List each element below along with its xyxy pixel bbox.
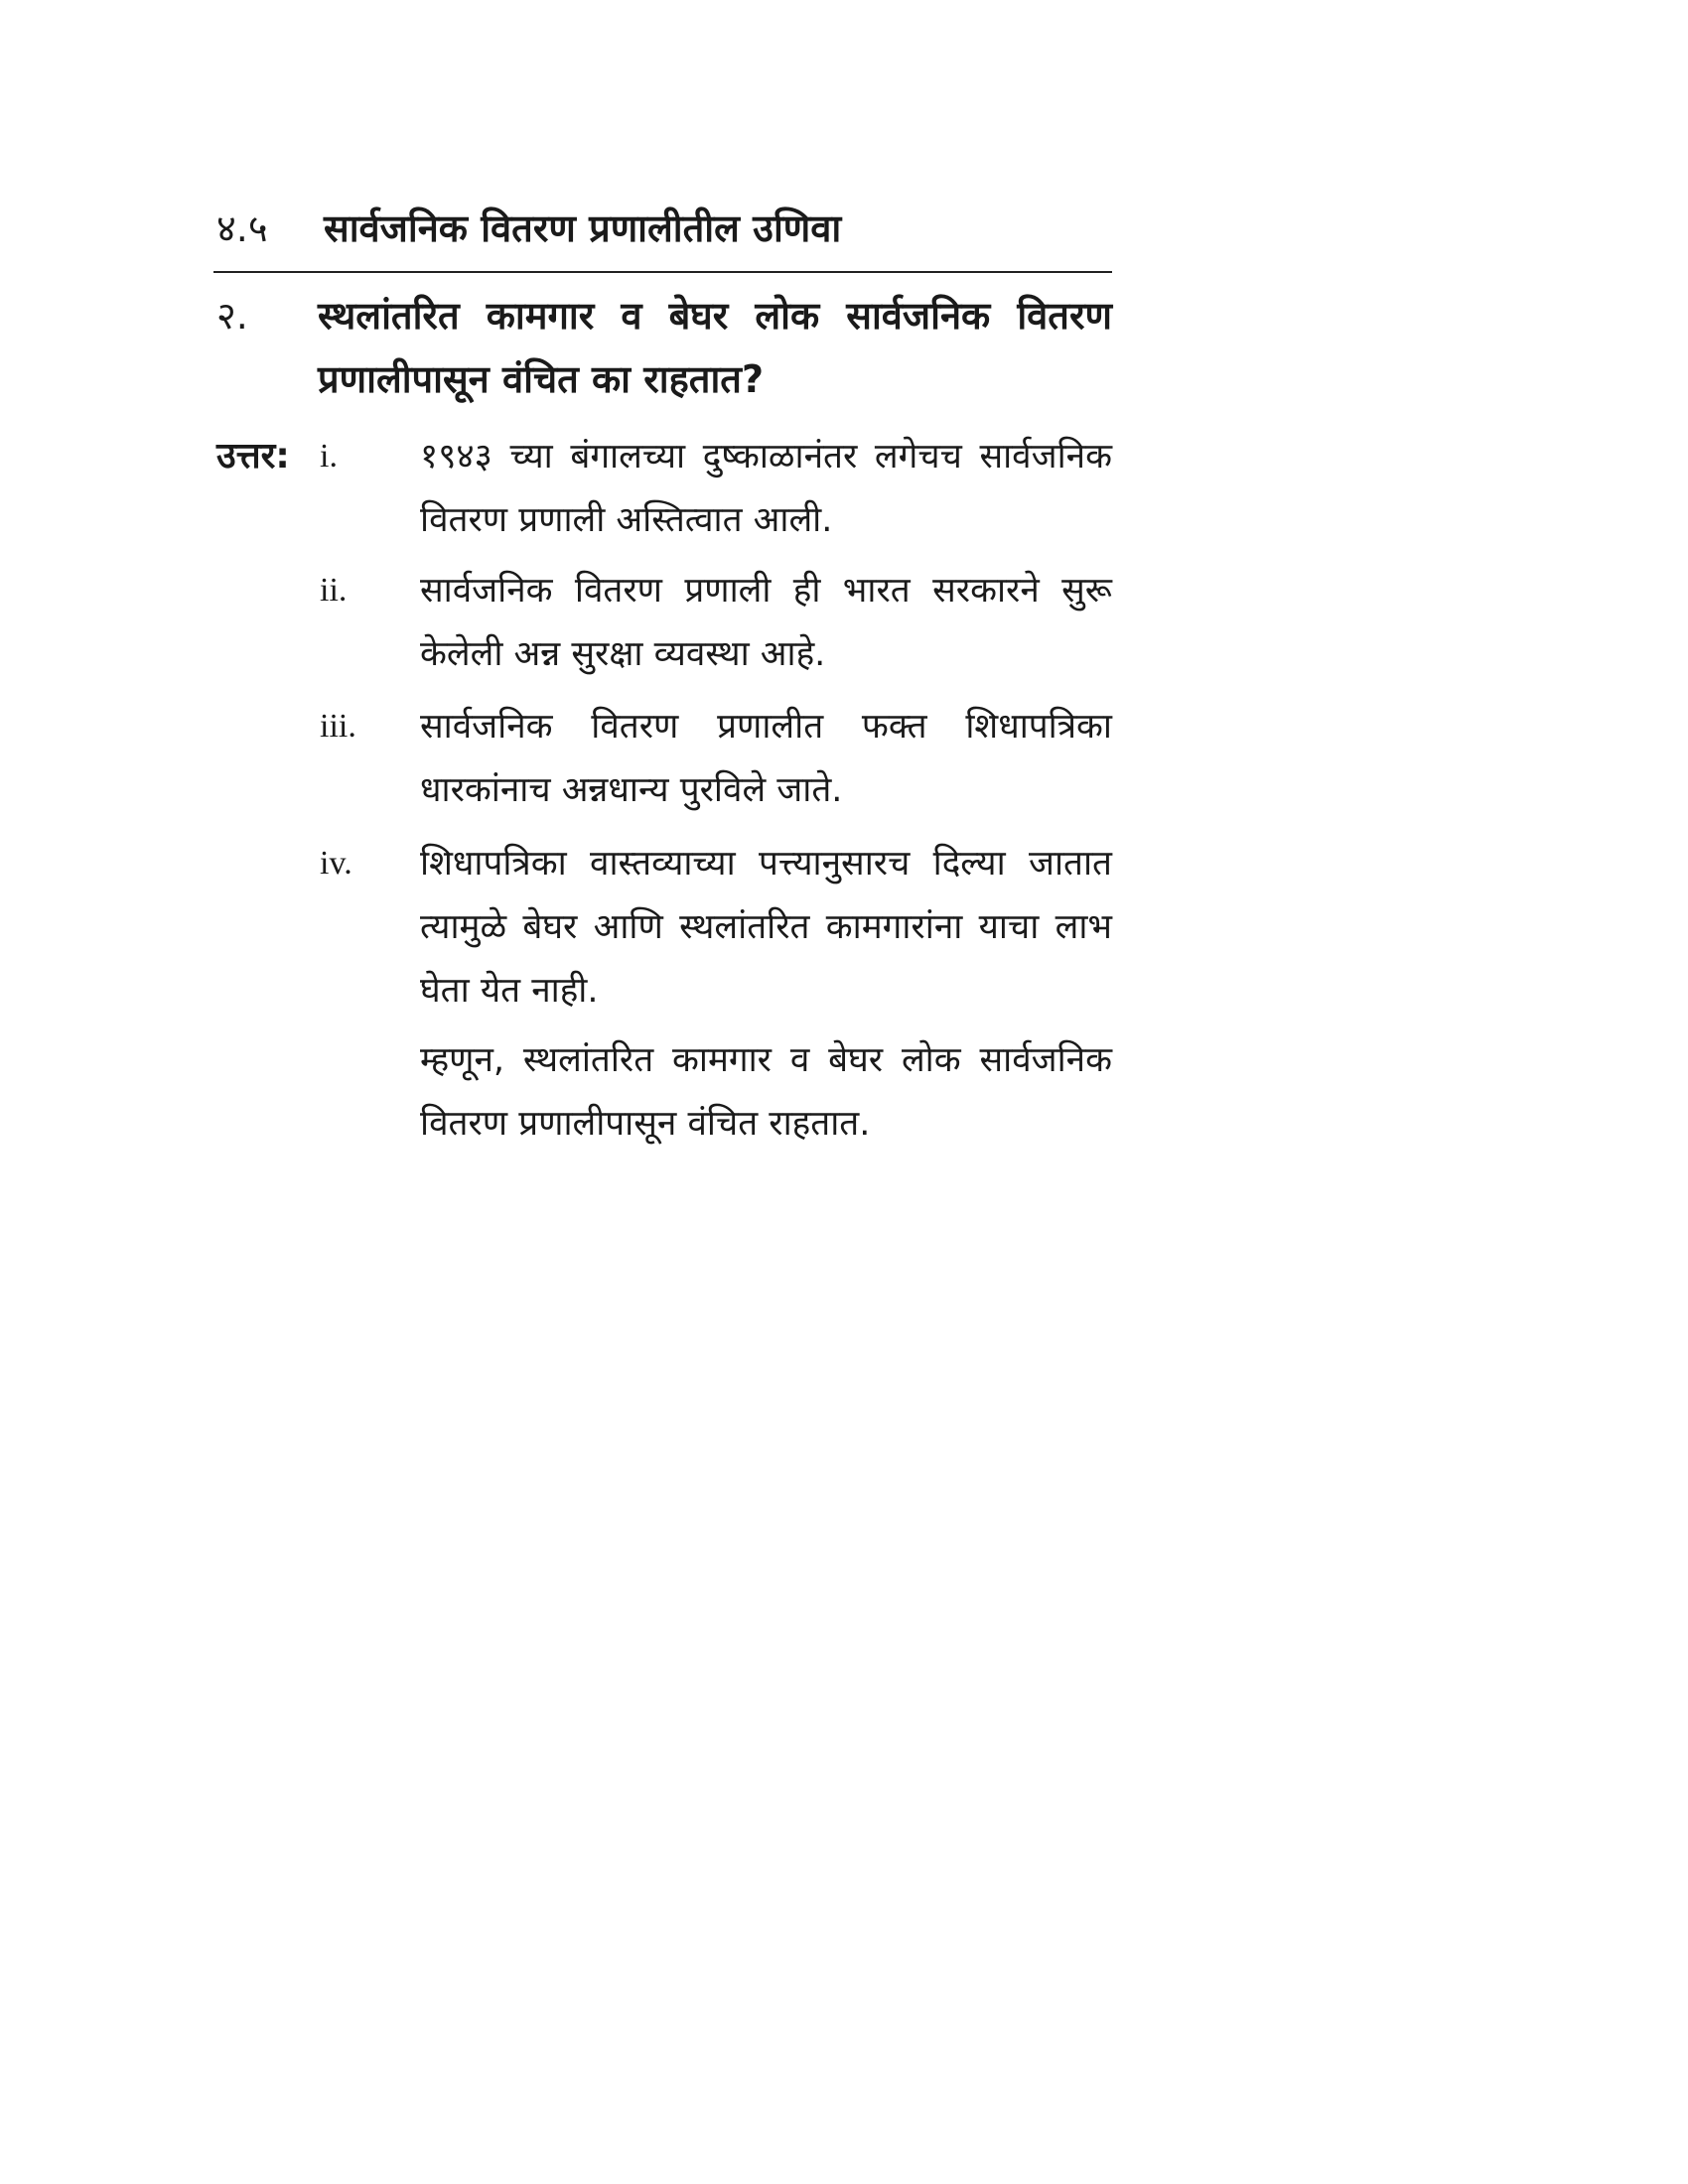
section-title: सार्वजनिक वितरण प्रणालीतील उणिवा bbox=[324, 206, 842, 250]
answer-point-marker: iii. bbox=[320, 708, 356, 745]
answer-point-text: सार्वजनिक वितरण प्रणाली ही भारत सरकारने सुरू केलेली अन्न सुरक्षा व्यवस्था आहे. bbox=[420, 571, 1112, 674]
answer-conclusion-text: म्हणून, स्थलांतरित कामगार व बेघर लोक सार्वजनिक वितरण प्रणालीपासून वंचित राहतात. bbox=[420, 1040, 1112, 1144]
answer-point-marker: ii. bbox=[320, 572, 348, 609]
answer-point-marker: i. bbox=[320, 438, 338, 475]
answer-label: उत्तर: bbox=[216, 436, 290, 477]
question-text: स्थलांतरित कामगार व बेघर लोक सार्वजनिक वितरण प्रणालीपासून वंचित का राहतात? bbox=[318, 294, 1112, 401]
answer-point-text: शिधापत्रिका वास्तव्याच्या पत्त्यानुसारच दिल्या जातात त्यामुळे बेघर आणि स्थलांतरित कामगारांना याचा लाभ घेता येत नाही. bbox=[420, 844, 1112, 1011]
answer-point-text: सार्वजनिक वितरण प्रणालीत फक्त शिधापत्रिका धारकांनाच अन्नधान्य पुरविले जाते. bbox=[420, 707, 1112, 810]
heading-divider bbox=[213, 271, 1112, 273]
question-number: २. bbox=[216, 294, 248, 338]
section-number: ४.५ bbox=[216, 206, 268, 250]
answer-point-text: १९४३ च्या बंगालच्या दुष्काळानंतर लगेचच सार्वजनिक वितरण प्रणाली अस्तित्वात आली. bbox=[420, 437, 1112, 540]
section-heading bbox=[216, 204, 1110, 253]
answer-point-marker: iv. bbox=[320, 845, 352, 882]
